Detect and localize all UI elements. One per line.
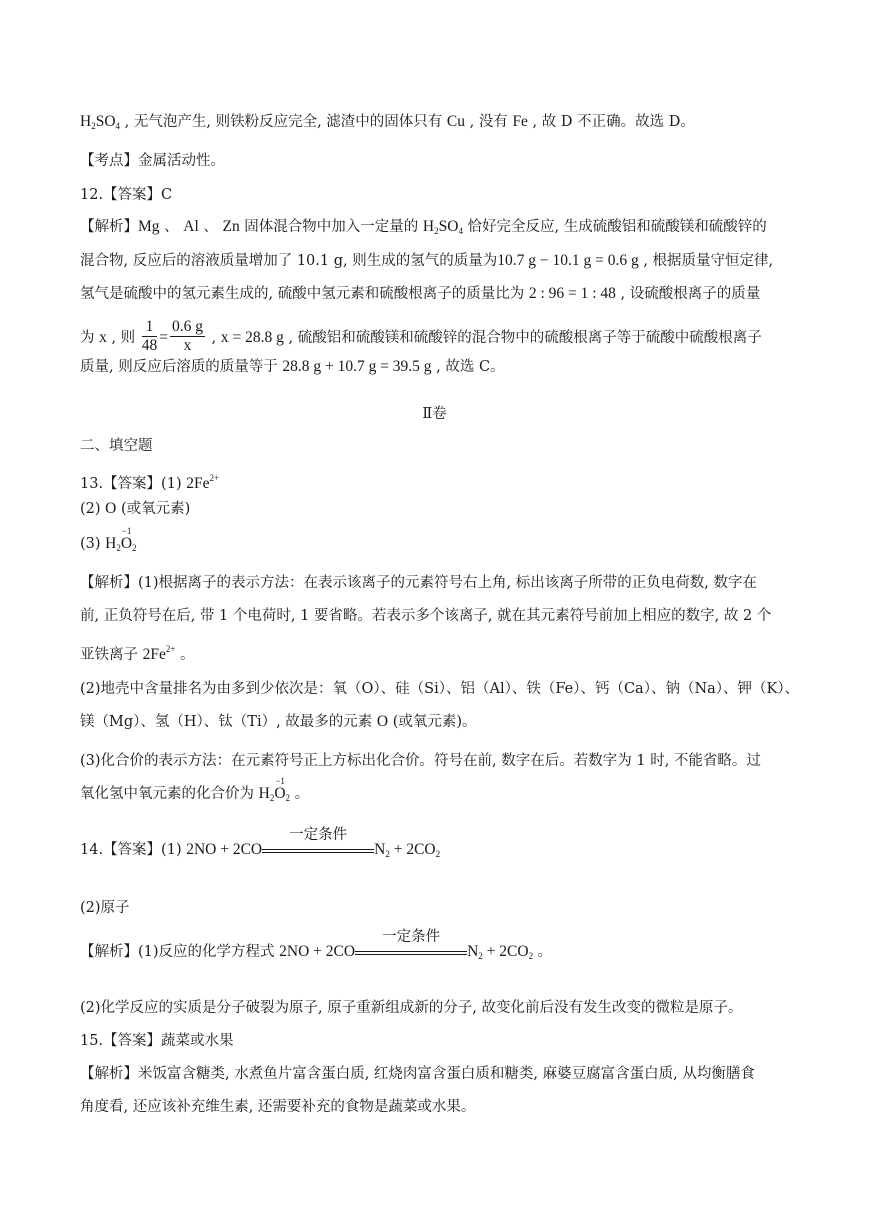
- section-title: [80, 436, 153, 456]
- text: 亚铁离子: [80, 647, 143, 663]
- formula: [80, 113, 120, 130]
- element: 2Fe: [142, 646, 166, 663]
- equation-lhs: 2NO + 2CO: [279, 943, 356, 960]
- subscript: 2: [435, 849, 441, 859]
- text: (2)原子: [80, 900, 130, 916]
- element: H: [80, 113, 92, 130]
- answer-line-13: [80, 468, 219, 494]
- text: 15.【答案】蔬菜或水果: [80, 1033, 234, 1049]
- superscript: 2+: [165, 644, 176, 654]
- text-line: [80, 526, 137, 558]
- text: 氢气是硫酸中的氢元素生成的, 硫酸中氢元素和硫酸根离子的质量比为: [80, 286, 529, 302]
- text-line: [80, 499, 190, 519]
- subscript: 2: [132, 543, 137, 553]
- fraction: [170, 318, 205, 355]
- subscript: 2: [385, 849, 390, 859]
- text: , 无气泡产生, 则铁粉反应完全, 滤渣中的固体只有: [120, 114, 447, 130]
- text: , 设硫酸根离子的质量: [615, 286, 761, 302]
- element: 2Fe: [186, 475, 210, 492]
- text-line: [80, 679, 799, 699]
- text-line: [80, 112, 695, 136]
- label: 【考点】: [80, 153, 138, 169]
- formula: Fe: [512, 113, 528, 130]
- text-line: [80, 318, 762, 358]
- text: (或氧元素)。: [388, 714, 477, 730]
- subscript: 2: [285, 793, 291, 803]
- equation: x = 28.8 g: [220, 329, 284, 346]
- text: 为: [80, 330, 100, 346]
- text: , 故 D 不正确。故选 D。: [527, 114, 695, 130]
- double-line: [355, 951, 467, 955]
- element: H: [422, 218, 435, 235]
- text-line: [80, 998, 742, 1018]
- text-line: [80, 284, 760, 304]
- text: (1)根据离子的表示方法：在表示该离子的元素符号右上角, 标出该离子所带的正负电荷数, 数字在: [138, 575, 757, 591]
- text: 质量, 则反应后溶质的质量等于: [80, 359, 283, 375]
- formula: Cu: [446, 113, 465, 130]
- element: H: [258, 785, 270, 802]
- text: , 故选 C。: [431, 359, 505, 375]
- equation-rhs: [467, 943, 533, 960]
- answer-line-14: [80, 827, 441, 864]
- superscript: 2+: [209, 473, 220, 483]
- valence-mark: −1: [275, 776, 285, 786]
- label: 【解析】: [80, 1066, 138, 1082]
- denominator: x: [183, 336, 192, 354]
- text: (2)化学反应的实质是分子破裂为原子, 原子重新组成新的分子, 故变化前后没有发生改变的微粒是原子。: [80, 1000, 743, 1016]
- text: 固体混合物中加入一定量的: [239, 219, 423, 235]
- valence-mark: −1: [121, 526, 132, 536]
- text: 、: [198, 219, 223, 235]
- element: + 2CO: [389, 841, 436, 858]
- text: 13.【答案】(1): [80, 476, 187, 492]
- text: 混合物, 反应后的溶液质量增加了 10.1 g, 则生成的氢气的质量为: [80, 253, 498, 269]
- reaction-condition: 一定条件: [289, 827, 348, 843]
- text: (3)化合价的表示方法：在元素符号正上方标出化合价。符号在前, 数字在后。若数字为 1 时, 不能省略。过: [80, 753, 761, 769]
- subscript: 2: [434, 226, 439, 236]
- fraction: [142, 318, 158, 355]
- reaction-arrow: [355, 929, 467, 955]
- denominator: 48: [141, 336, 158, 354]
- text: (2)地壳中含量排名为由多到少依次是：氧（O）、硅（Si）、铝（Al）、铁（Fe）、钙（Ca）、钠（Na）、钾（K）、: [80, 681, 800, 697]
- text: 金属活动性。: [138, 153, 225, 169]
- analysis-line: [80, 573, 757, 593]
- text-line: [80, 251, 773, 271]
- text: 。: [533, 944, 553, 960]
- formula: [423, 218, 463, 235]
- subscript: 4: [458, 226, 463, 236]
- text: 米饭富含糖类, 水煮鱼片富含蛋白质, 红烧肉富含蛋白质和糖类, 麻婆豆腐富含蛋白质, 从均衡膳食: [138, 1066, 755, 1082]
- valence-element: [120, 526, 133, 554]
- text-line: [80, 712, 477, 732]
- ion-formula: [143, 646, 176, 663]
- text: 。: [175, 647, 195, 663]
- label: 【解析】: [80, 575, 138, 591]
- answer-line-15: [80, 1031, 234, 1051]
- text-line: [80, 639, 195, 665]
- element: H: [105, 535, 117, 552]
- valence-element: [274, 776, 286, 804]
- equals-sign: =: [159, 329, 169, 346]
- subscript: 2: [269, 793, 275, 803]
- text: 恰好完全反应, 生成硫酸铝和硫酸镁和硫酸锌的: [462, 219, 767, 235]
- formula: [258, 776, 291, 803]
- subscript: 2: [91, 121, 96, 131]
- text: (3): [80, 536, 106, 552]
- text-line: [80, 776, 310, 808]
- element: N: [467, 943, 479, 960]
- text: ,: [207, 330, 221, 346]
- equation: 28.8 g + 10.7 g = 39.5 g: [282, 358, 432, 375]
- text-line: [80, 898, 130, 918]
- text-line: [80, 357, 505, 377]
- formula: [105, 526, 137, 553]
- double-line: [262, 849, 374, 853]
- analysis-line: [80, 929, 553, 966]
- subscript: 2: [478, 951, 483, 961]
- element: SO: [95, 113, 116, 130]
- element: O: [120, 535, 133, 552]
- text: , 根据质量守恒定律,: [638, 253, 774, 269]
- answer-line-12: [80, 185, 172, 205]
- text: , 硫酸铝和硫酸镁和硫酸锌的混合物中的硫酸根离子等于硫酸中硫酸根离子: [283, 330, 762, 346]
- equation-lhs: 2NO + 2CO: [186, 841, 263, 858]
- text: 镁（Mg）、氢（H）、钛（Ti）, 故最多的元素: [80, 714, 377, 730]
- formula: Zn: [222, 218, 240, 235]
- analysis-line: [80, 1064, 755, 1084]
- text: 前, 正负符号在后, 带 1 个电荷时, 1 要省略。若表示多个该离子, 就在其元素符号前加上相应的数字, 故 2 个: [80, 608, 772, 624]
- text: , 没有: [465, 114, 513, 130]
- text: 角度看, 还应该补充维生素, 还需要补充的食物是蔬菜或水果。: [80, 1099, 476, 1115]
- text-line: [80, 606, 771, 626]
- subscript: 4: [115, 121, 121, 131]
- equation-rhs: [374, 841, 440, 858]
- variable: x: [99, 329, 107, 346]
- text: (1)反应的化学方程式: [138, 944, 280, 960]
- equation: 10.7 g − 10.1 g = 0.6 g: [497, 252, 639, 269]
- reaction-arrow: [262, 827, 374, 853]
- formula: O: [376, 713, 389, 730]
- section-heading: Ⅱ卷: [422, 406, 447, 422]
- text: 二、填空题: [80, 438, 153, 454]
- text-line: [80, 1097, 475, 1117]
- text: 。: [290, 786, 310, 802]
- text: 、: [159, 219, 184, 235]
- text: 氧化氢中氧元素的化合价为: [80, 786, 259, 802]
- kaodian-line: [80, 151, 225, 171]
- numerator: 0.6 g: [172, 317, 204, 335]
- ion-formula: [186, 475, 219, 492]
- numerator: 1: [142, 318, 158, 337]
- formula: Al: [183, 218, 199, 235]
- text: 12.【答案】C: [80, 187, 173, 203]
- text-line: [80, 751, 761, 771]
- text: , 则: [106, 330, 140, 346]
- equation: 2 : 96 = 1 : 48: [528, 285, 616, 302]
- label: 【解析】: [80, 944, 138, 960]
- element: N: [374, 841, 386, 858]
- reaction-condition: 一定条件: [382, 929, 441, 945]
- subscript: 2: [116, 543, 121, 553]
- formula: Mg: [138, 218, 160, 235]
- element: + 2CO: [482, 943, 529, 960]
- text: (或氧元素): [116, 501, 191, 517]
- element: O: [274, 785, 286, 802]
- element: SO: [438, 218, 459, 235]
- text: (2): [80, 501, 106, 517]
- subscript: 2: [528, 951, 534, 961]
- formula: O: [105, 500, 117, 517]
- analysis-line: [80, 217, 767, 241]
- text: 14.【答案】(1): [80, 842, 187, 858]
- label: 【解析】: [80, 219, 138, 235]
